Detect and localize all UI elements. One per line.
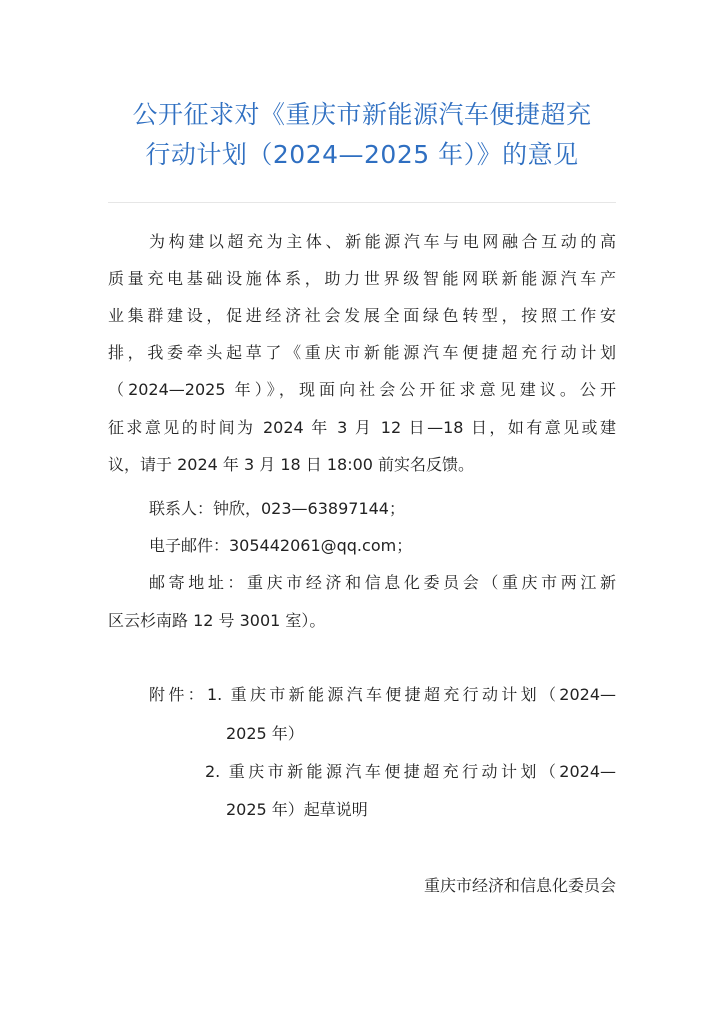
body-line-2: 质量充电基础设施体系，助力世界级智能网联新能源汽车产 [108, 269, 616, 288]
body-line-5: （2024—2025 年）》，现面向社会公开征求意见建议。公开 [108, 380, 616, 399]
contact-address-line-2: 区云杉南路 12 号 3001 室）。 [108, 611, 326, 630]
body-line-1: 为构建以超充为主体、新能源汽车与电网融合互动的高 [149, 232, 616, 251]
attachment-item-1-cont: 2025 年） [226, 724, 304, 743]
body-line-3: 业集群建设，促进经济社会发展全面绿色转型，按照工作安 [108, 306, 616, 325]
page-title-line-1: 公开征求对《重庆市新能源汽车便捷超充 [132, 100, 592, 129]
attachment-item-1: 附件：1. 重庆市新能源汽车便捷超充行动计划（2024— [149, 685, 616, 704]
attachment-item-2: 2. 重庆市新能源汽车便捷超充行动计划（2024— [205, 762, 616, 781]
body-line-6: 征求意见的时间为 2024 年 3 月 12 日—18 日，如有意见或建 [108, 418, 616, 437]
title-divider [108, 202, 616, 203]
body-line-7: 议，请于 2024 年 3 月 18 日 18:00 前实名反馈。 [108, 455, 475, 474]
body-line-4: 排，我委牵头起草了《重庆市新能源汽车便捷超充行动计划 [108, 343, 616, 362]
attachment-item-2-cont: 2025 年）起草说明 [226, 800, 368, 819]
contact-email: 电子邮件：305442061@qq.com； [149, 536, 413, 555]
issuer-signature: 重庆市经济和信息化委员会 [423, 876, 616, 895]
contact-address-line-1: 邮寄地址：重庆市经济和信息化委员会（重庆市两江新 [149, 573, 616, 592]
page-title-line-2: 行动计划（2024—2025 年）》的意见 [145, 140, 579, 169]
contact-person: 联系人：钟欣，023—63897144； [149, 499, 405, 518]
